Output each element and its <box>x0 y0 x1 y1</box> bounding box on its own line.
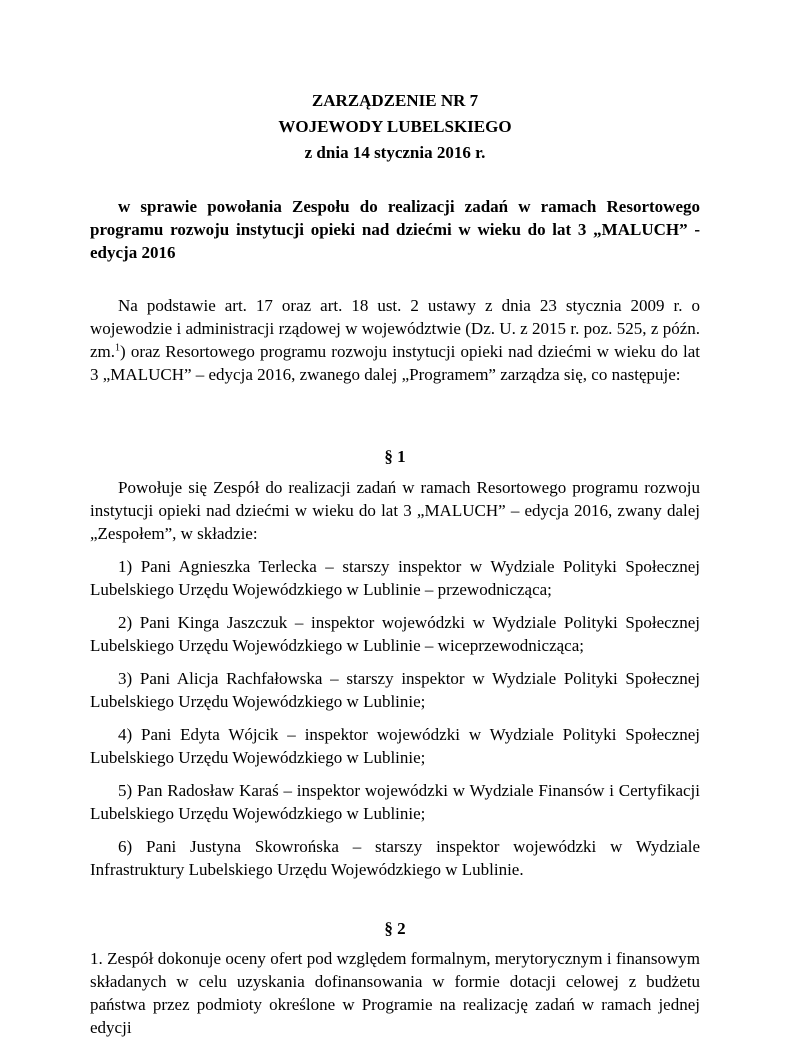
legal-basis-text-part2: ) oraz Resortowego programu rozwoju instytucji opieki nad dziećmi w wieku do lat 3 „MALUCH” – edycja 2016, zwanego dalej „Programem” zarządza się, co następuje: <box>90 342 700 384</box>
member-item-5: 5) Pan Radosław Karaś – inspektor wojewódzki w Wydziale Finansów i Certyfikacji Lubelskiego Urzędu Wojewódzkiego w Lublinie; <box>90 781 700 823</box>
title-line-1: ZARZĄDZENIE NR 7 <box>311 91 479 110</box>
member-item-3: 3) Pani Alicja Rachfałowska – starszy inspektor w Wydziale Polityki Społecznej Lubelskiego Urzędu Wojewódzkiego w Lublinie; <box>90 669 700 711</box>
section-1-heading: § 1 <box>384 447 406 466</box>
section-2-text: 1. Zespół dokonuje oceny ofert pod względem formalnym, merytorycznym i finansowym składanych w celu uzyskania dofinansowania w formie dotacji celowej z budżetu państwa przez podmioty określone w Programie na realizację zadań w ramach jednej edycji <box>90 949 700 1037</box>
title-line-3: z dnia 14 stycznia 2016 r. <box>304 143 486 162</box>
member-item-1: 1) Pani Agnieszka Terlecka – starszy inspektor w Wydziale Polityki Społecznej Lubelskiego Urzędu Wojewódzkiego w Lublinie – przewodnicząca; <box>90 557 700 599</box>
legal-basis-paragraph <box>90 294 700 386</box>
section-1-text: Powołuje się Zespół do realizacji zadań w ramach Resortowego programu rozwoju instytucji opieki nad dziećmi w wieku do lat 3 „MALUCH” – edycja 2016, zwany dalej „Zespołem”, w składzie: <box>90 478 700 543</box>
member-item-4: 4) Pani Edyta Wójcik – inspektor wojewódzki w Wydziale Polityki Społecznej Lubelskiego Urzędu Wojewódzkiego w Lublinie; <box>90 725 700 767</box>
legal-basis-text-part1: Na podstawie art. 17 oraz art. 18 ust. 2 ustawy z dnia 23 stycznia 2009 r. o wojewodzie i administracji rządowej w województwie (Dz. U. z 2015 r. poz. 525, z późn. zm. <box>90 296 700 361</box>
document-page <box>90 88 700 1039</box>
member-item-2: 2) Pani Kinga Jaszczuk – inspektor wojewódzki w Wydziale Polityki Społecznej Lubelskiego Urzędu Wojewódzkiego w Lublinie – wiceprzewodnicząca; <box>90 613 700 655</box>
section-2-heading: § 2 <box>384 919 406 938</box>
title-line-2: WOJEWODY LUBELSKIEGO <box>278 117 512 136</box>
member-item-6: 6) Pani Justyna Skowrońska – starszy inspektor wojewódzki w Wydziale Infrastruktury Lubelskiego Urzędu Wojewódzkiego w Lublinie. <box>90 837 700 879</box>
document-title <box>90 88 700 166</box>
document-subject: w sprawie powołania Zespołu do realizacji zadań w ramach Resortowego programu rozwoju instytucji opieki nad dziećmi w wieku do lat 3 „MALUCH” - edycja 2016 <box>90 197 700 262</box>
footnote-marker: 1 <box>115 342 121 354</box>
